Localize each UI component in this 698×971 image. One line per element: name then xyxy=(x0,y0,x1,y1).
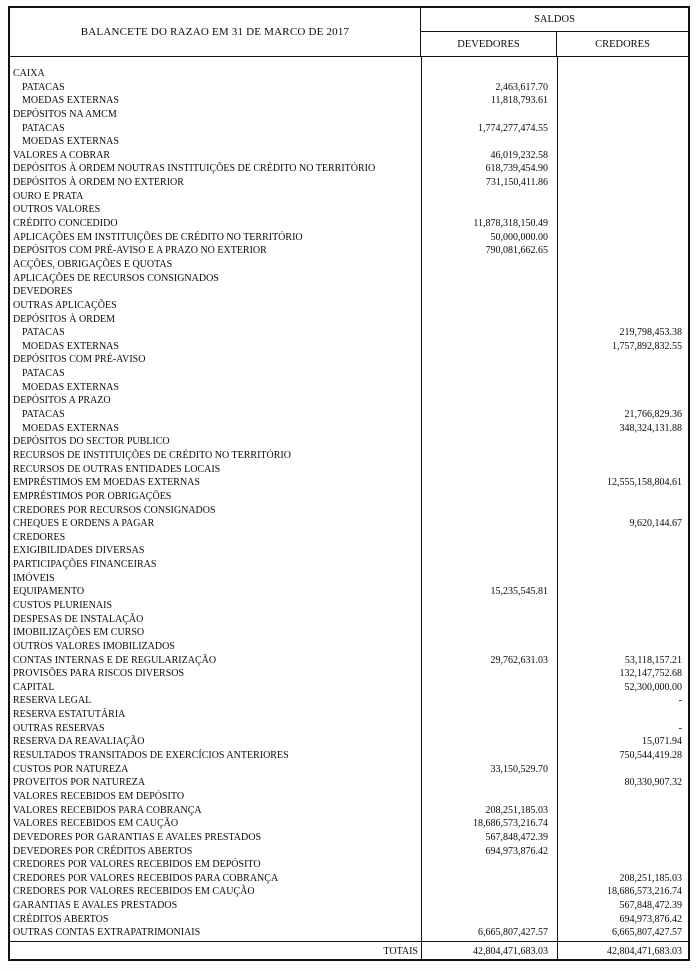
account-label: OUTRAS RESERVAS xyxy=(13,722,105,734)
devedores-value xyxy=(422,326,558,340)
table-row xyxy=(10,463,688,477)
devedores-value xyxy=(422,135,558,149)
devedores-value: 2,463,617.70 xyxy=(495,81,548,93)
account-label: DEPÓSITOS A PRAZO xyxy=(13,395,111,407)
table-row xyxy=(10,817,688,831)
credores-value xyxy=(558,435,688,449)
account-label: VALORES RECEBIDOS PARA COBRANÇA xyxy=(13,804,202,816)
account-label: DEPÓSITOS À ORDEM NO EXTERIOR xyxy=(13,177,184,189)
devedores-column-header: DEVEDORES xyxy=(421,32,557,56)
account-label: MOEDAS EXTERNAS xyxy=(22,340,119,352)
table-row xyxy=(10,81,688,95)
credores-value xyxy=(558,708,688,722)
table-row xyxy=(10,531,688,545)
account-label: DEPÓSITOS À ORDEM NOUTRAS INSTITUIÇÕES DE CRÉDITO NO TERRITÓRIO xyxy=(13,163,376,175)
devedores-value xyxy=(422,544,558,558)
credores-value xyxy=(558,613,688,627)
devedores-value: 11,818,793.61 xyxy=(490,95,548,107)
devedores-value xyxy=(422,572,558,586)
account-label: MOEDAS EXTERNAS xyxy=(22,95,119,107)
credores-value: 53,118,157.21 xyxy=(624,654,682,666)
devedores-value xyxy=(422,708,558,722)
table-row xyxy=(10,558,688,572)
credores-value xyxy=(558,817,688,831)
saldos-header-group xyxy=(421,8,688,56)
table-row xyxy=(10,763,688,777)
table-row xyxy=(10,217,688,231)
account-label: DEPÓSITOS NA AMCM xyxy=(13,108,117,120)
account-label: CREDORES POR VALORES RECEBIDOS EM CAUÇÃO xyxy=(13,886,255,898)
table-row xyxy=(10,831,688,845)
title-cell xyxy=(10,8,421,56)
table-row xyxy=(10,613,688,627)
table-row xyxy=(10,149,688,163)
account-label: CREDORES xyxy=(13,531,66,543)
credores-value: 6,665,807,427.57 xyxy=(612,927,682,939)
devedores-value xyxy=(422,885,558,899)
credores-value xyxy=(558,135,688,149)
account-label: PARTICIPAÇÕES FINANCEIRAS xyxy=(13,559,157,571)
credores-value xyxy=(558,845,688,859)
devedores-value xyxy=(422,108,558,122)
table-header xyxy=(10,8,688,57)
table-row xyxy=(10,476,688,490)
totals-row xyxy=(10,941,688,961)
credores-value xyxy=(558,108,688,122)
table-row xyxy=(10,285,688,299)
devedores-value xyxy=(422,340,558,354)
credores-value: 18,686,573,216.74 xyxy=(607,886,682,898)
credores-value xyxy=(558,122,688,136)
devedores-value xyxy=(422,694,558,708)
credores-value xyxy=(558,790,688,804)
table-row xyxy=(10,872,688,886)
account-label: CREDORES POR VALORES RECEBIDOS EM DEPÓSITO xyxy=(13,859,261,871)
table-row xyxy=(10,517,688,531)
account-label: EQUIPAMENTO xyxy=(13,586,85,598)
account-label: DEVEDORES POR GARANTIAS E AVALES PRESTADOS xyxy=(13,831,262,843)
devedores-value: 33,150,529.70 xyxy=(490,763,548,775)
table-row xyxy=(10,244,688,258)
credores-value xyxy=(558,67,688,81)
devedores-value xyxy=(422,381,558,395)
credores-value xyxy=(558,367,688,381)
devedores-value xyxy=(422,558,558,572)
table-row xyxy=(10,681,688,695)
credores-value xyxy=(558,599,688,613)
column-divider-2 xyxy=(557,57,558,961)
table-row xyxy=(10,722,688,736)
table-row xyxy=(10,708,688,722)
saldos-header: SALDOS xyxy=(421,8,688,32)
devedores-value xyxy=(422,776,558,790)
credores-value: 15,071.94 xyxy=(642,736,682,748)
credores-value xyxy=(558,313,688,327)
devedores-value: 208,251,185.03 xyxy=(485,804,548,816)
credores-value xyxy=(558,463,688,477)
balancete-table xyxy=(8,6,690,961)
account-label: CREDORES POR VALORES RECEBIDOS PARA COBRANÇA xyxy=(13,872,279,884)
table-row xyxy=(10,449,688,463)
account-label: PATACAS xyxy=(22,409,65,421)
credores-value: 9,620,144.67 xyxy=(629,518,682,530)
devedores-value xyxy=(422,313,558,327)
devedores-value xyxy=(422,190,558,204)
account-label: ACÇÕES, OBRIGAÇÕES E QUOTAS xyxy=(13,258,173,270)
table-row xyxy=(10,367,688,381)
account-label: DEVEDORES xyxy=(13,286,73,298)
table-row xyxy=(10,67,688,81)
account-label: PATACAS xyxy=(22,327,65,339)
table-lower xyxy=(10,57,688,961)
credores-column-header: CREDORES xyxy=(595,38,650,50)
credores-value xyxy=(558,149,688,163)
table-row xyxy=(10,599,688,613)
table-row xyxy=(10,504,688,518)
credores-value xyxy=(558,353,688,367)
account-label: EMPRÉSTIMOS EM MOEDAS EXTERNAS xyxy=(13,477,200,489)
account-label: GARANTIAS E AVALES PRESTADOS xyxy=(13,900,178,912)
page-title: BALANCETE DO RAZAO EM 31 DE MARCO DE 2017 xyxy=(80,26,350,38)
totals-credores-value: 42,804,471,683.03 xyxy=(607,946,682,957)
credores-value xyxy=(558,831,688,845)
devedores-value: 15,235,545.81 xyxy=(490,586,548,598)
table-row xyxy=(10,258,688,272)
credores-value xyxy=(558,394,688,408)
account-label: APLICAÇÕES EM INSTITUIÇÕES DE CRÉDITO NO TERRITÓRIO xyxy=(13,231,303,243)
table-row xyxy=(10,804,688,818)
account-label: DESPESAS DE INSTALAÇÃO xyxy=(13,613,144,625)
account-label: OUTRAS APLICAÇÕES xyxy=(13,299,117,311)
table-row xyxy=(10,899,688,913)
credores-value xyxy=(558,626,688,640)
table-row xyxy=(10,326,688,340)
account-label: RECURSOS DE INSTITUIÇÕES DE CRÉDITO NO TERRITÓRIO xyxy=(13,449,291,461)
devedores-value: 29,762,631.03 xyxy=(490,654,548,666)
credores-value xyxy=(558,763,688,777)
devedores-value xyxy=(422,272,558,286)
devedores-value xyxy=(422,476,558,490)
credores-value xyxy=(558,449,688,463)
account-label: DEPÓSITOS À ORDEM xyxy=(13,313,116,325)
table-row xyxy=(10,572,688,586)
table-row xyxy=(10,108,688,122)
devedores-value xyxy=(422,408,558,422)
table-row xyxy=(10,776,688,790)
devedores-value xyxy=(422,394,558,408)
devedores-value xyxy=(422,435,558,449)
table-row xyxy=(10,162,688,176)
table-row xyxy=(10,858,688,872)
table-row xyxy=(10,654,688,668)
account-label: CREDORES POR RECURSOS CONSIGNADOS xyxy=(13,504,216,516)
totals-label: TOTAIS xyxy=(383,946,418,957)
devedores-value: 731,150,411.86 xyxy=(485,177,548,189)
devedores-value xyxy=(422,599,558,613)
table-row xyxy=(10,231,688,245)
devedores-value xyxy=(422,463,558,477)
credores-value: 12,555,158,804.61 xyxy=(607,477,682,489)
devedores-value xyxy=(422,626,558,640)
credores-value xyxy=(558,381,688,395)
column-divider-1 xyxy=(421,57,422,961)
devedores-value xyxy=(422,449,558,463)
account-label: PATACAS xyxy=(22,122,65,134)
devedores-value xyxy=(422,667,558,681)
account-label: OUTROS VALORES IMOBILIZADOS xyxy=(13,640,175,652)
table-row xyxy=(10,176,688,190)
credores-value xyxy=(558,640,688,654)
credores-value: 132,147,752.68 xyxy=(619,668,682,680)
account-label: EMPRÉSTIMOS POR OBRIGAÇÕES xyxy=(13,490,172,502)
account-label: DEPÓSITOS COM PRÉ-AVISO xyxy=(13,354,146,366)
account-label: PATACAS xyxy=(22,368,65,380)
table-row xyxy=(10,640,688,654)
devedores-value xyxy=(422,67,558,81)
account-label: CHEQUES E ORDENS A PAGAR xyxy=(13,518,155,530)
devedores-value: 567,848,472.39 xyxy=(485,831,548,843)
account-label: IMÓVEIS xyxy=(13,572,55,584)
devedores-value xyxy=(422,722,558,736)
account-label: RESERVA DA REAVALIAÇÃO xyxy=(13,736,145,748)
devedores-value xyxy=(422,749,558,763)
account-label: IMOBILIZAÇÕES EM CURSO xyxy=(13,627,145,639)
devedores-value xyxy=(422,858,558,872)
devedores-value: 1,774,277,474.55 xyxy=(478,122,548,134)
devedores-value xyxy=(422,353,558,367)
account-label: VALORES RECEBIDOS EM DEPÓSITO xyxy=(13,790,185,802)
credores-value: 1,757,892,832.55 xyxy=(612,340,682,352)
table-row xyxy=(10,585,688,599)
table-row xyxy=(10,749,688,763)
table-row xyxy=(10,435,688,449)
table-row xyxy=(10,94,688,108)
credores-value xyxy=(558,804,688,818)
devedores-value: 694,973,876.42 xyxy=(485,845,548,857)
account-label: RESULTADOS TRANSITADOS DE EXERCÍCIOS ANTERIORES xyxy=(13,750,289,762)
saldos-subheaders xyxy=(421,32,688,56)
credores-value xyxy=(558,217,688,231)
table-row xyxy=(10,735,688,749)
table-row xyxy=(10,135,688,149)
devedores-value xyxy=(422,504,558,518)
credores-value xyxy=(558,285,688,299)
table-row xyxy=(10,381,688,395)
table-row xyxy=(10,299,688,313)
account-label: CUSTOS POR NATUREZA xyxy=(13,763,129,775)
table-row xyxy=(10,394,688,408)
table-row xyxy=(10,203,688,217)
credores-value xyxy=(558,299,688,313)
credores-value xyxy=(558,231,688,245)
account-label: PROVEITOS POR NATUREZA xyxy=(13,777,146,789)
credores-value: 80,330,907.32 xyxy=(624,777,682,789)
credores-value xyxy=(558,858,688,872)
table-row xyxy=(10,422,688,436)
credores-value xyxy=(558,94,688,108)
account-label: VALORES A COBRAR xyxy=(13,149,111,161)
credores-value xyxy=(558,544,688,558)
devedores-value xyxy=(422,285,558,299)
table-row xyxy=(10,408,688,422)
account-label: DEPÓSITOS DO SECTOR PUBLICO xyxy=(13,436,170,448)
account-label: RECURSOS DE OUTRAS ENTIDADES LOCAIS xyxy=(13,463,221,475)
credores-value xyxy=(558,176,688,190)
account-label: MOEDAS EXTERNAS xyxy=(22,381,119,393)
credores-value: 694,973,876.42 xyxy=(619,913,682,925)
table-row xyxy=(10,544,688,558)
account-label: MOEDAS EXTERNAS xyxy=(22,422,119,434)
credores-value xyxy=(558,572,688,586)
credores-value: 567,848,472.39 xyxy=(619,900,682,912)
devedores-value: 46,019,232.58 xyxy=(490,149,548,161)
account-label: APLICAÇÕES DE RECURSOS CONSIGNADOS xyxy=(13,272,219,284)
devedores-value xyxy=(422,735,558,749)
devedores-value xyxy=(422,913,558,927)
credores-value xyxy=(558,190,688,204)
table-row xyxy=(10,190,688,204)
credores-value: - xyxy=(678,695,682,707)
devedores-value xyxy=(422,872,558,886)
account-label: CAIXA xyxy=(13,68,45,79)
account-label: CRÉDITOS ABERTOS xyxy=(13,913,109,925)
account-label: CUSTOS PLURIENAIS xyxy=(13,599,112,611)
table-row xyxy=(10,885,688,899)
table-row xyxy=(10,340,688,354)
account-label: PATACAS xyxy=(22,81,65,93)
table-row xyxy=(10,490,688,504)
account-label: VALORES RECEBIDOS EM CAUÇÃO xyxy=(13,818,179,830)
account-label: DEPÓSITOS COM PRÉ-AVISO E A PRAZO NO EXTERIOR xyxy=(13,245,267,257)
credores-value xyxy=(558,504,688,518)
table-row xyxy=(10,694,688,708)
table-row xyxy=(10,913,688,927)
devedores-value: 11,878,318,150.49 xyxy=(473,218,548,230)
credores-value xyxy=(558,81,688,95)
account-label: OUTROS VALORES xyxy=(13,204,101,216)
credores-value xyxy=(558,162,688,176)
credores-value xyxy=(558,490,688,504)
account-label: RESERVA LEGAL xyxy=(13,695,92,707)
account-label: PROVISÕES PARA RISCOS DIVERSOS xyxy=(13,668,185,680)
devedores-value xyxy=(422,299,558,313)
devedores-value xyxy=(422,422,558,436)
account-label: CONTAS INTERNAS E DE REGULARIZAÇÃO xyxy=(13,654,217,666)
account-label: OURO E PRATA xyxy=(13,190,84,202)
devedores-value: 18,686,573,216.74 xyxy=(473,818,548,830)
devedores-value: 790,081,662.65 xyxy=(485,245,548,257)
devedores-value: 50,000,000.00 xyxy=(490,231,548,243)
account-label: OUTRAS CONTAS EXTRAPATRIMONIAIS xyxy=(13,927,201,939)
credores-value xyxy=(558,531,688,545)
table-row xyxy=(10,667,688,681)
devedores-value xyxy=(422,367,558,381)
credores-value: 21,766,829.36 xyxy=(624,409,682,421)
credores-value: 208,251,185.03 xyxy=(619,872,682,884)
account-label: CAPITAL xyxy=(13,681,55,693)
account-label: MOEDAS EXTERNAS xyxy=(22,136,119,148)
table-row xyxy=(10,313,688,327)
devedores-value xyxy=(422,490,558,504)
devedores-value: 6,665,807,427.57 xyxy=(478,927,548,939)
devedores-value xyxy=(422,790,558,804)
totals-devedores-value: 42,804,471,683.03 xyxy=(473,946,548,957)
credores-value: 219,798,453.38 xyxy=(619,327,682,339)
credores-value xyxy=(558,203,688,217)
table-row xyxy=(10,272,688,286)
account-label: DEVEDORES POR CRÉDITOS ABERTOS xyxy=(13,845,193,857)
devedores-value xyxy=(422,899,558,913)
credores-value xyxy=(558,585,688,599)
devedores-value xyxy=(422,640,558,654)
devedores-value xyxy=(422,203,558,217)
table-row xyxy=(10,926,688,940)
credores-value xyxy=(558,558,688,572)
table-body xyxy=(10,57,688,941)
devedores-value xyxy=(422,681,558,695)
credores-value xyxy=(558,244,688,258)
table-row xyxy=(10,790,688,804)
devedores-value: 618,739,454.90 xyxy=(485,163,548,175)
devedores-value xyxy=(422,517,558,531)
credores-value xyxy=(558,258,688,272)
table-row xyxy=(10,353,688,367)
table-row xyxy=(10,845,688,859)
credores-value: 348,324,131.88 xyxy=(619,422,682,434)
account-label: CRÉDITO CONCEDIDO xyxy=(13,218,118,230)
devedores-value xyxy=(422,258,558,272)
devedores-value xyxy=(422,613,558,627)
devedores-value xyxy=(422,531,558,545)
table-row xyxy=(10,626,688,640)
credores-value: - xyxy=(678,722,682,734)
credores-value: 52,300,000.00 xyxy=(624,681,682,693)
credores-value xyxy=(558,272,688,286)
account-label: RESERVA ESTATUTÁRIA xyxy=(13,709,126,721)
table-row xyxy=(10,122,688,136)
account-label: EXIGIBILIDADES DIVERSAS xyxy=(13,545,145,557)
credores-value: 750,544,419.28 xyxy=(619,750,682,762)
